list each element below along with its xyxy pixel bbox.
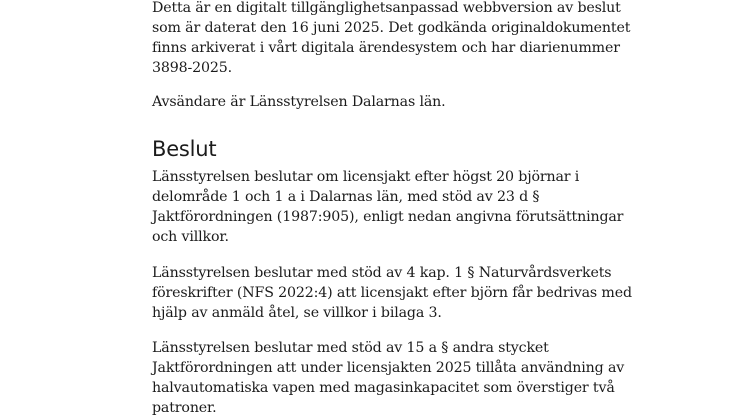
paragraph-line: Jaktförordningen att under licensjakten 2025 tillåta användning av bbox=[152, 360, 625, 376]
paragraph-line: föreskrifter (NFS 2022:4) att licensjakt efter björn får bedrivas med bbox=[152, 285, 632, 301]
sender-line: Avsändare är Länsstyrelsen Dalarnas län. bbox=[152, 94, 446, 110]
paragraph-line: och villkor. bbox=[152, 229, 229, 245]
sender-paragraph bbox=[152, 92, 446, 112]
paragraph-line: hjälp av anmäld åtel, se villkor i bilaga 3. bbox=[152, 305, 442, 321]
intro-line: 3898-2025. bbox=[152, 60, 233, 76]
paragraph-line: Länsstyrelsen beslutar med stöd av 15 a § andra stycket bbox=[152, 340, 549, 356]
paragraph-line: Länsstyrelsen beslutar med stöd av 4 kap. 1 § Naturvårdsverkets bbox=[152, 265, 612, 281]
paragraph-line: Jaktförordningen (1987:905), enligt nedan angivna förutsättningar bbox=[152, 209, 624, 225]
paragraph-line: Länsstyrelsen beslutar om licensjakt efter högst 20 björnar i bbox=[152, 169, 580, 185]
paragraph-line: halvautomatiska vapen med magasinkapacitet som överstiger två bbox=[152, 380, 615, 396]
section-heading: Beslut bbox=[152, 137, 217, 161]
intro-line: Detta är en digitalt tillgänglighetsanpassad webbversion av beslut bbox=[152, 0, 621, 16]
paragraph-line: patroner. bbox=[152, 400, 217, 416]
intro-line: som är daterat den 16 juni 2025. Det godkända originaldokumentet bbox=[152, 20, 631, 36]
paragraph-line: delområde 1 och 1 a i Dalarnas län, med stöd av 23 d § bbox=[152, 189, 540, 205]
decision-paragraph-1 bbox=[152, 167, 623, 247]
intro-line: finns arkiverat i vårt digitala ärendesystem och har diarienummer bbox=[152, 40, 620, 56]
intro-paragraph bbox=[152, 0, 630, 78]
decision-paragraph-3 bbox=[152, 338, 624, 418]
decision-paragraph-2 bbox=[152, 263, 632, 323]
